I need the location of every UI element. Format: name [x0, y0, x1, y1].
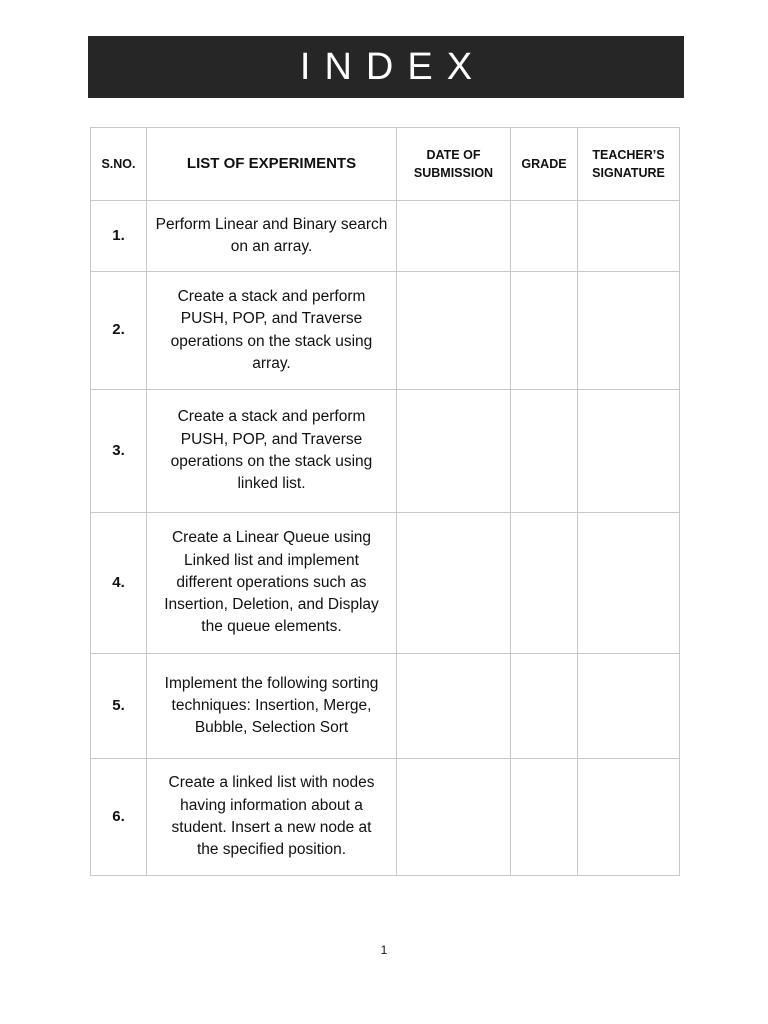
serial-number-cell: 3. — [91, 390, 147, 513]
experiment-line: the queue elements. — [201, 618, 342, 636]
signature-cell — [578, 272, 680, 390]
experiment-cell — [147, 513, 397, 654]
grade-cell — [511, 759, 578, 876]
experiment-line: operations on the stack using — [170, 453, 373, 470]
experiment-cell — [147, 272, 397, 390]
signature-cell — [578, 201, 680, 272]
experiment-line: Create a stack and perform — [177, 287, 366, 305]
serial-number-cell: 6. — [91, 759, 147, 876]
grade-cell — [511, 390, 578, 513]
header-experiments: LIST OF EXPERIMENTS — [147, 128, 397, 201]
experiment-line: linked list. — [237, 475, 306, 493]
table-row — [91, 272, 680, 390]
serial-number-cell: 4. — [91, 513, 147, 654]
experiment-line: Linked list and implement — [184, 551, 359, 569]
header-row — [91, 128, 680, 201]
experiment-line: having information about a — [180, 796, 363, 814]
date-cell — [397, 759, 511, 876]
index-table — [90, 127, 680, 876]
table-row — [91, 513, 680, 654]
experiment-line: Insertion, Deletion, and Display — [164, 596, 379, 614]
grade-cell — [511, 654, 578, 759]
header-sno: S.NO. — [91, 128, 147, 201]
page-number: 1 — [380, 943, 388, 957]
table-row — [91, 201, 680, 272]
date-cell — [397, 390, 511, 513]
experiment-line: on an array. — [230, 238, 313, 255]
experiment-line: Create a linked list with nodes — [168, 774, 375, 792]
header-date: DATE OF SUBMISSION — [397, 128, 511, 201]
experiment-cell — [147, 759, 397, 876]
table-row — [91, 654, 680, 759]
experiment-line: different operations such as — [176, 573, 367, 591]
table-row — [91, 759, 680, 876]
grade-cell — [511, 513, 578, 654]
serial-number-cell: 2. — [91, 272, 147, 390]
header-signature: TEACHER’S SIGNATURE — [578, 128, 680, 201]
serial-number-cell: 1. — [91, 201, 147, 272]
serial-number-cell: 5. — [91, 654, 147, 759]
header-grade: GRADE — [511, 128, 578, 201]
experiment-line: student. Insert a new node at — [171, 819, 372, 836]
experiment-line: PUSH, POP, and Traverse — [180, 310, 363, 328]
date-cell — [397, 201, 511, 272]
experiment-line: the specified position. — [196, 841, 347, 859]
signature-cell — [578, 390, 680, 513]
experiment-line: techniques: Insertion, Merge, — [171, 696, 372, 714]
experiment-line: array. — [252, 354, 291, 372]
signature-cell — [578, 513, 680, 654]
date-cell — [397, 654, 511, 759]
title-banner — [88, 36, 684, 98]
experiment-cell — [147, 390, 397, 513]
page-title: INDEX — [299, 45, 487, 88]
table-body — [91, 201, 680, 876]
experiment-line: Create a stack and perform — [177, 408, 366, 426]
grade-cell — [511, 272, 578, 390]
experiment-line: Perform Linear and Binary search — [155, 215, 388, 233]
signature-cell — [578, 654, 680, 759]
experiment-cell — [147, 201, 397, 272]
experiment-line: Bubble, Selection Sort — [194, 719, 349, 737]
table-row — [91, 390, 680, 513]
experiment-cell — [147, 654, 397, 759]
date-cell — [397, 513, 511, 654]
experiment-line: Implement the following sorting — [164, 674, 379, 692]
signature-cell — [578, 759, 680, 876]
experiment-line: PUSH, POP, and Traverse — [180, 430, 363, 448]
experiment-line: Create a Linear Queue using — [171, 529, 372, 547]
grade-cell — [511, 201, 578, 272]
date-cell — [397, 272, 511, 390]
experiment-line: operations on the stack using — [170, 332, 373, 350]
